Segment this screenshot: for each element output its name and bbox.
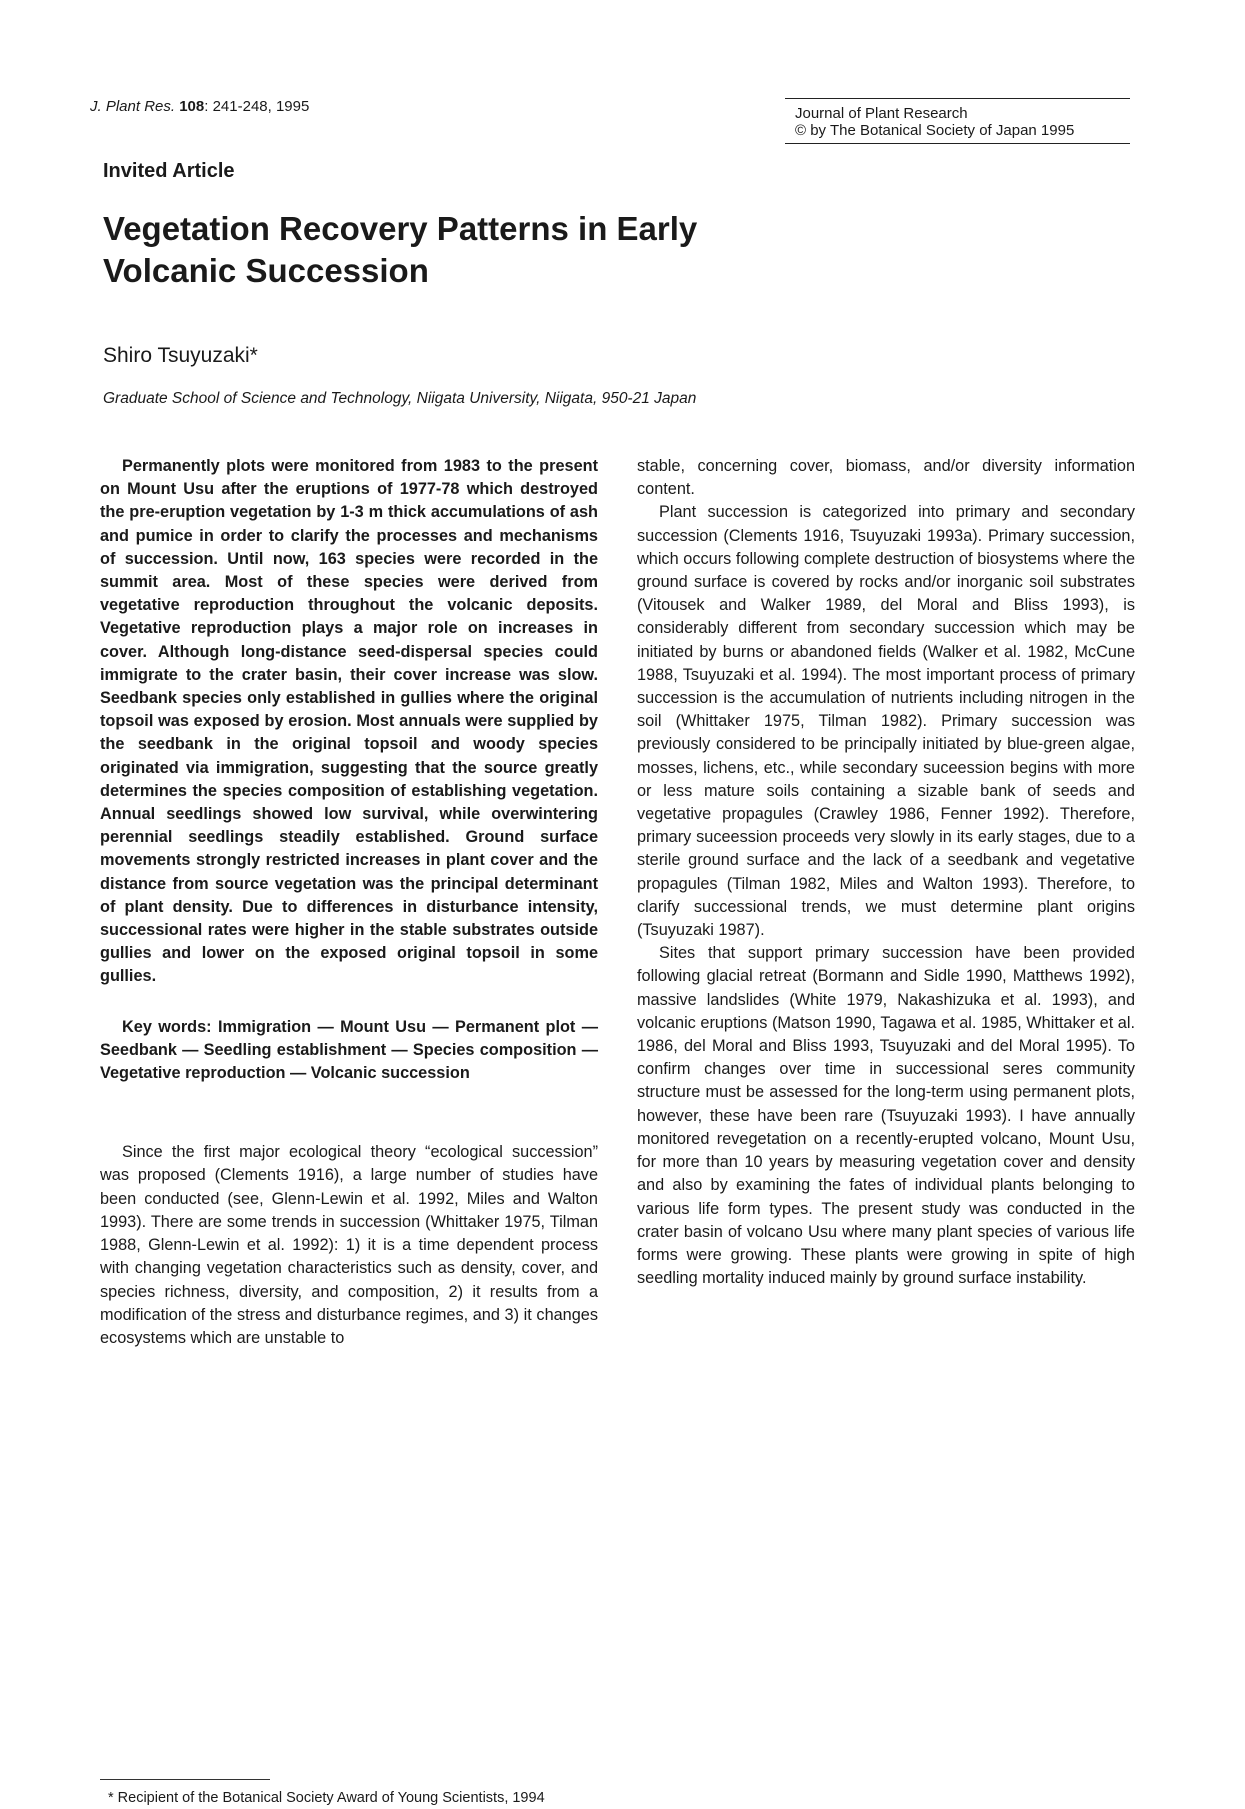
article-title: Vegetation Recovery Patterns in Early Volcanic Succession xyxy=(103,210,698,289)
left-column xyxy=(100,455,598,1350)
copyright-line: © by The Botanical Society of Japan 1995 xyxy=(795,122,1075,139)
citation-line xyxy=(90,98,309,115)
right-column xyxy=(637,455,1135,1290)
citation-pages: : 241-248, 1995 xyxy=(204,98,310,115)
footnote: * Recipient of the Botanical Society Award of Young Scientists, 1994 xyxy=(108,1790,545,1806)
citation-journal: J. Plant Res. xyxy=(90,98,176,115)
journal-name: Journal of Plant Research xyxy=(795,105,968,122)
keywords: Key words: Immigration — Mount Usu — Permanent plot — Seedbank — Seedling establishment — Species composition — Vegetative reproduction — Volcanic succession xyxy=(100,1017,598,1083)
citation-volume: 108 xyxy=(179,98,205,115)
intro-paragraph: Since the first major ecological theory “ecological succession” was proposed (Clements 1916), a large number of studies have been conducted (see, Glenn-Lewin et al. 1992, Miles and Walton 1993). There are some trends in succession (Whittaker 1975, Tilman 1988, Glenn-Lewin et al. 1992): 1) it is a time dependent process with changing vegetation characteristics such as density, cover, and species richness, diversity, and composition, 2) it results from a modification of the stress and disturbance regimes, and 3) it changes ecosystems which are unstable to xyxy=(100,1143,598,1347)
article-type: Invited Article xyxy=(103,160,235,182)
journal-copyright-box xyxy=(785,98,1130,144)
footnote-divider xyxy=(100,1779,270,1780)
author-name: Shiro Tsuyuzaki* xyxy=(103,344,258,367)
author-affiliation: Graduate School of Science and Technology, Niigata University, Niigata, 950-21 Japan xyxy=(103,390,697,407)
abstract: Permanently plots were monitored from 1983 to the present on Mount Usu after the eruptions of 1977-78 which destroyed the pre-eruption vegetation by 1-3 m thick accumulations of ash and pumice in order to clarify the processes and mechanisms of succession. Until now, 163 species were recorded in the summit area. Most of these species were derived from vegetative reproduction throughout the volcanic deposits. Vegetative reproduction plays a major role on increases in cover. Although long-distance seed-dispersal species could immigrate to the crater basin, their cover increase was slow. Seedbank species only established in gullies where the original topsoil was exposed by erosion. Most annuals were supplied by the seedbank in the original topsoil and woody species originated via immigration, suggesting that the source greatly determines the species composition of establishing vegetation. Annual seedlings showed low survival, while overwintering perennial seedlings steadily established. Ground surface movements strongly restricted increases in plant cover and the distance from source vegetation was the principal determinant of plant density. Due to differences in disturbance intensity, successional rates were higher in the stable substrates outside gullies and lower on the exposed original topsoil in some gullies. xyxy=(100,457,598,986)
body-paragraph: Sites that support primary succession have been provided following glacial retreat (Bormann and Sidle 1990, Matthews 1992), massive landslides (White 1979, Nakashizuka et al. 1993), and volcanic eruptions (Matson 1990, Tagawa et al. 1985, Whittaker et al. 1986, del Moral and Bliss 1993, Tsuyuzaki and del Moral 1995). To confirm changes over time in successional seres community structure must be assessed for the long-term using permanent plots, however, these have been rare (Tsuyuzaki 1993). I have annually monitored revegetation on a recently-erupted volcano, Mount Usu, for more than 10 years by measuring vegetation cover and density and also by examining the fates of individual plants belonging to various life form types. The present study was conducted in the crater basin of volcano Usu where many plant species of various life forms were growing. These plants were growing in spite of high seedling mortality induced mainly by ground surface instability. xyxy=(637,944,1135,1288)
body-paragraph: Plant succession is categorized into primary and secondary succession (Clements 1916, Tsuyuzaki 1993a). Primary succession, which occurs following complete destruction of biosystems where the ground surface is covered by rocks and/or inorganic soil substrates (Vitousek and Walker 1989, del Moral and Bliss 1993), is considerably different from secondary succession which may be initiated by burns or abandoned fields (Walker et al. 1982, McCune 1988, Tsuyuzaki et al. 1994). The most important process of primary succession is the accumulation of nutrients including nitrogen in the soil (Whittaker 1975, Tilman 1982). Primary succession was previously considered to be principally initiated by blue-green algae, mosses, lichens, etc., while secondary suceession begins with more or less mature soils containing a sizable bank of seeds and vegetative propagules (Crawley 1986, Fenner 1992). Therefore, primary suceession proceeds very slowly in its early stages, due to a sterile ground surface and the lack of a seedbank and vegetative propagules (Tilman 1982, Miles and Walton 1993). Therefore, to clarify successional trends, we must determine plant origins (Tsuyuzaki 1987). xyxy=(637,503,1135,940)
body-paragraph: stable, concerning cover, biomass, and/or diversity information content. xyxy=(637,457,1135,499)
